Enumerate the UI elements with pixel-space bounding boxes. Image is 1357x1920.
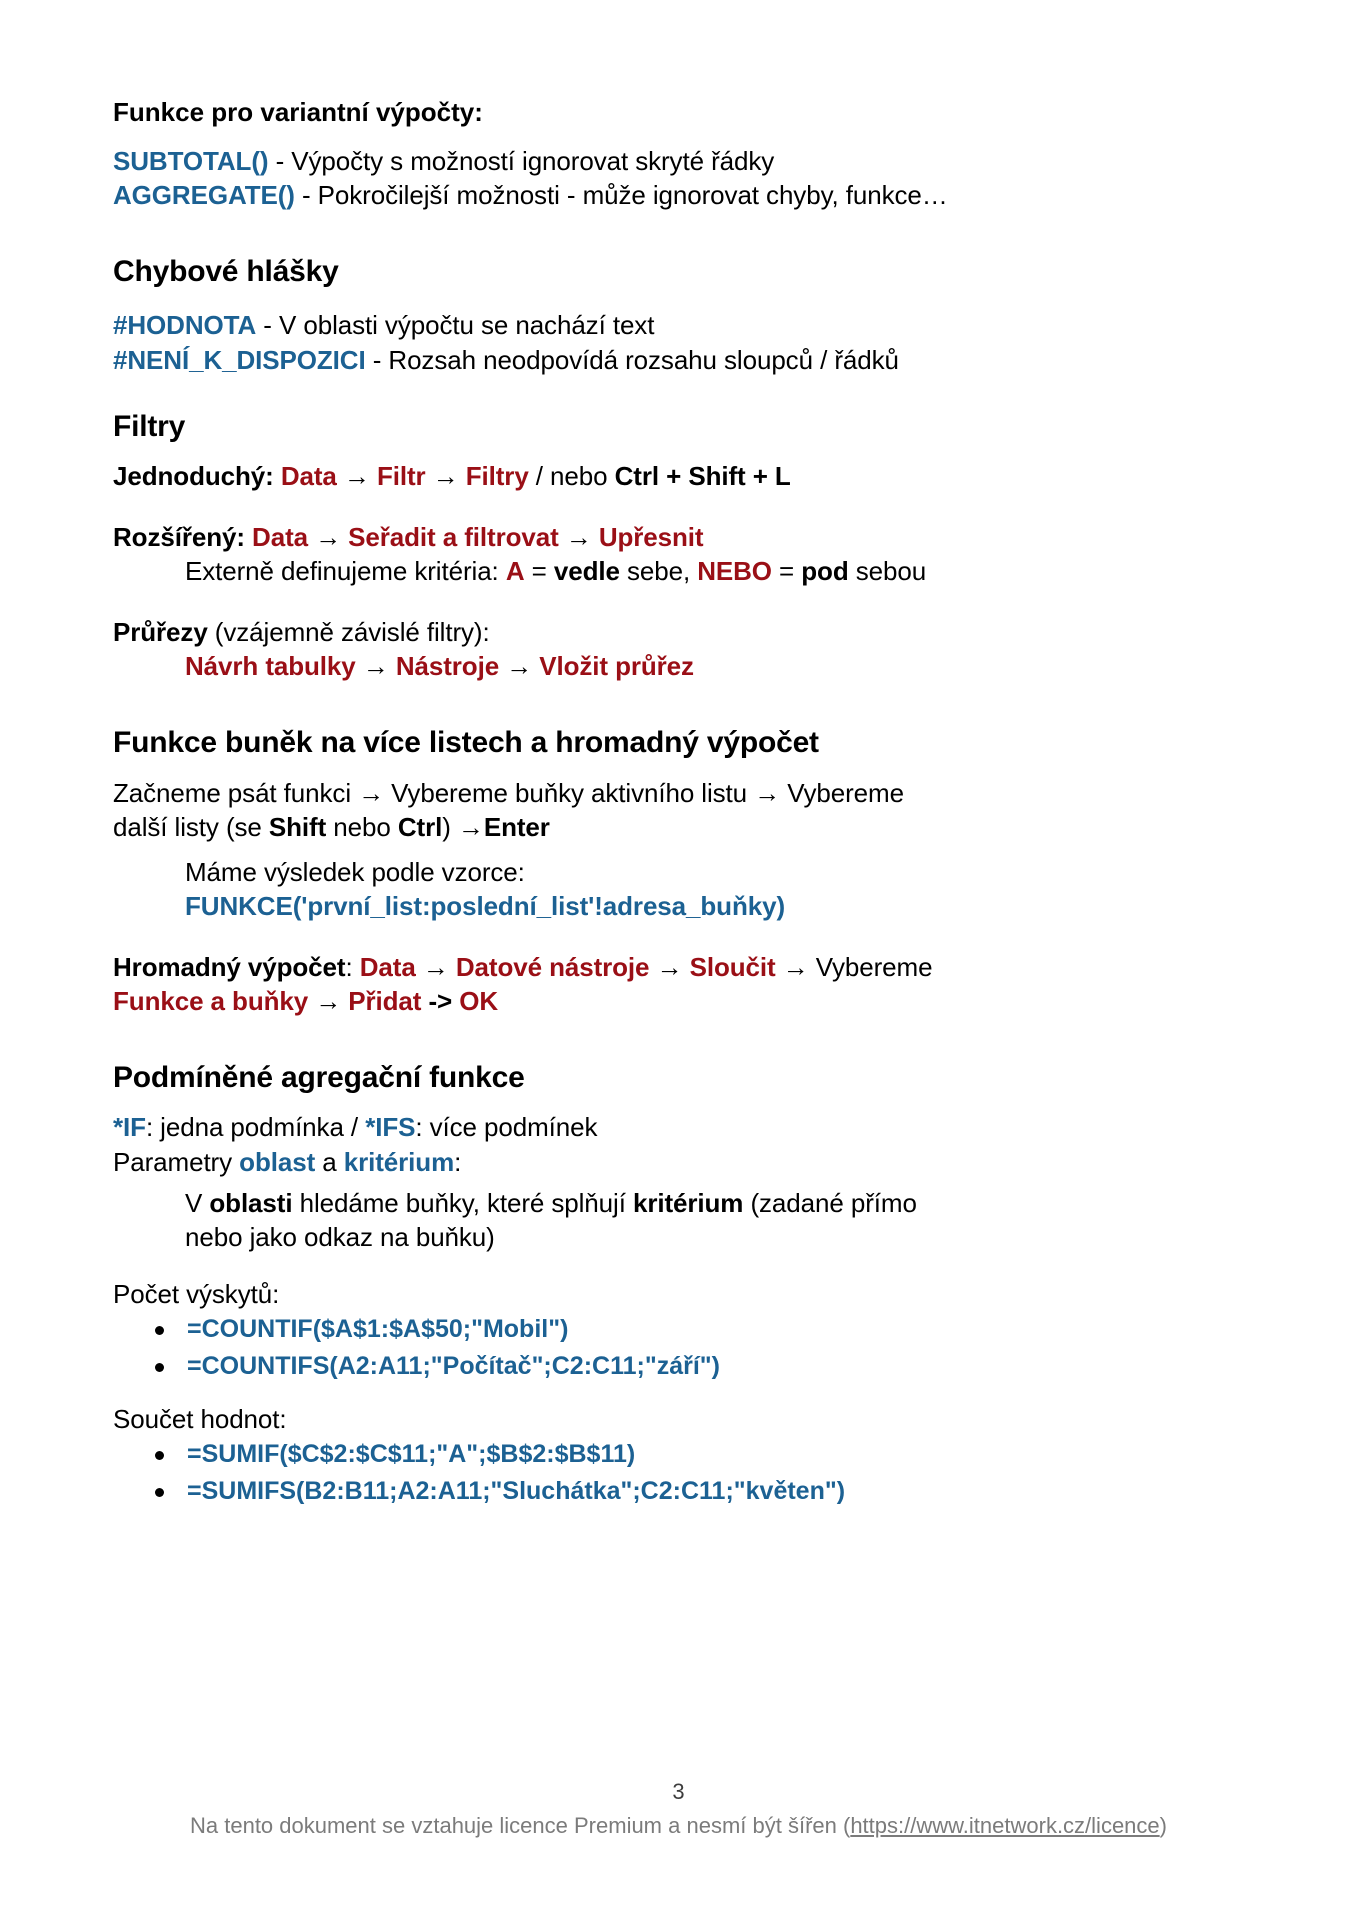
count-formula-list <box>113 1311 1248 1384</box>
params-prefix: Parametry <box>113 1147 240 1178</box>
filter-simple-shortcut: Ctrl + Shift + L <box>614 461 791 492</box>
licence-suffix: ) <box>1159 1813 1167 1839</box>
bulk-calc-line-2: Funkce a buňky → Přidat -> OK <box>113 986 499 1017</box>
filter-advanced-eq-2: = <box>771 556 802 587</box>
bulk-calc-step-2: Datové nástroje <box>455 951 650 982</box>
filter-simple-step-2: Filtr <box>376 461 426 492</box>
error-neni-k-dispozici-line <box>113 343 1248 378</box>
bulk-calc-step-5: Přidat <box>348 986 422 1017</box>
multisheet-step-f: ) <box>442 812 458 843</box>
conditional-heading: Podmíněné agregační funkce <box>113 1060 525 1094</box>
errors-heading: Chybové hlášky <box>113 254 339 288</box>
multisheet-step-d: další listy (se <box>113 812 269 843</box>
aggregate-function-name: AGGREGATE() <box>113 180 295 211</box>
multisheet-steps-line-1: Začneme psát funkci → Vybereme buňky aktivního listu → Vybereme <box>113 777 904 808</box>
key-enter: Enter <box>483 812 550 843</box>
slicers-path: Návrh tabulky → Nástroje → Vložit průřez <box>185 651 694 682</box>
bulk-calc-step-4: Funkce a buňky <box>113 986 309 1017</box>
bulk-calc-ok: OK <box>459 986 499 1017</box>
filter-advanced-line: Rozšířený: Data → Seřadit a filtrovat → Upřesnit <box>113 521 704 552</box>
conditional-explain-line-2: nebo jako odkaz na buňku) <box>185 1222 495 1253</box>
multisheet-step-c: Vybereme <box>780 777 904 808</box>
params-colon: : <box>454 1147 462 1178</box>
filter-advanced-note <box>185 554 1248 589</box>
key-shift: Shift <box>268 812 327 843</box>
ifs-function-name: *IFS <box>365 1112 416 1143</box>
slicers-label: Průřezy <box>113 616 208 647</box>
count-label: Počet výskytů: <box>113 1278 280 1309</box>
list-item: =COUNTIF($A$1:$A$50;"Mobil") <box>113 1311 1248 1347</box>
aggregate-description: - Pokročilejší možnosti - může ignorovat chyby, funkce… <box>294 180 948 211</box>
bulk-calc-tail: Vybereme <box>815 951 933 982</box>
page-number: 3 <box>672 1779 685 1804</box>
multisheet-result-label: Máme výsledek podle vzorce: <box>185 856 525 887</box>
filter-advanced-vedle: vedle <box>553 556 620 587</box>
explain-oblasti: oblasti <box>209 1187 293 1218</box>
slicers-label-suffix: (vzájemně závislé filtry): <box>207 616 490 647</box>
explain-b: hledáme buňky, které splňují <box>292 1187 633 1218</box>
sum-label: Součet hodnot: <box>113 1403 287 1434</box>
filter-advanced-note-end: sebou <box>848 556 927 587</box>
aggregate-line <box>113 178 1248 213</box>
filter-advanced-note-mid: sebe, <box>619 556 698 587</box>
multisheet-step-e: nebo <box>326 812 398 843</box>
if-function-name: *IF <box>113 1112 146 1143</box>
variant-calc-heading: Funkce pro variantní výpočty: <box>113 97 483 127</box>
licence-notice <box>0 1811 1357 1841</box>
key-ctrl: Ctrl <box>397 812 443 843</box>
subtotal-description: - Výpočty s možností ignorovat skryté řádky <box>268 145 775 176</box>
error-neni-k-dispozici-name: #NENÍ_K_DISPOZICI <box>113 345 366 376</box>
explain-kriterium: kritérium <box>632 1187 744 1218</box>
param-oblast: oblast <box>239 1147 316 1178</box>
bulk-calc-arrow-text: -> <box>428 986 453 1017</box>
error-hodnota-name: #HODNOTA <box>113 310 257 341</box>
slicers-step-2: Nástroje <box>395 651 500 682</box>
filter-advanced-label: Rozšířený: <box>113 521 245 552</box>
bulk-calc-label: Hromadný výpočet <box>113 951 346 982</box>
list-item: =SUMIFS(B2:B11;A2:A11;"Sluchátka";C2:C11;"květen") <box>113 1473 1248 1509</box>
bulk-calc-step-3: Sloučit <box>689 951 776 982</box>
ifs-description: : více podmínek <box>415 1112 598 1143</box>
conditional-params-line <box>113 1145 1248 1180</box>
subtotal-line <box>113 144 1248 179</box>
multisheet-result-formula: FUNKCE('první_list:poslední_list'!adresa_buňky) <box>185 891 786 922</box>
filter-advanced-note-prefix: Externě definujeme kritéria: <box>185 556 506 587</box>
filter-advanced-eq-1: = <box>524 556 554 587</box>
filter-advanced-pod: pod <box>801 556 849 587</box>
conditional-explain-line-1 <box>185 1186 1248 1221</box>
param-kriterium: kritérium <box>343 1147 455 1178</box>
filter-simple-line: Jednoduchý: Data → Filtr → Filtry / nebo Ctrl + Shift + L <box>113 461 791 492</box>
filter-advanced-operator-or: NEBO <box>697 556 772 587</box>
sum-formula-list <box>113 1436 1248 1509</box>
page-footer <box>0 1779 1357 1841</box>
multisheet-step-a: Začneme psát funkci <box>113 777 359 808</box>
multisheet-steps-line-2: další listy (se Shift nebo Ctrl) →Enter <box>113 812 550 843</box>
explain-a: V <box>185 1187 210 1218</box>
slicers-step-3: Vložit průřez <box>539 651 694 682</box>
multisheet-heading: Funkce buněk na více listech a hromadný výpočet <box>113 726 819 759</box>
explain-c: (zadané přímo <box>743 1187 917 1218</box>
error-hodnota-description: - V oblasti výpočtu se nachází text <box>256 310 655 341</box>
bulk-calc-step-1: Data <box>359 951 416 982</box>
slicers-line <box>113 615 1248 650</box>
filter-advanced-step-3: Upřesnit <box>598 521 704 552</box>
filter-simple-label: Jednoduchý: <box>113 461 274 492</box>
filter-simple-step-3: Filtry <box>465 461 529 492</box>
bulk-calc-line-1: Hromadný výpočet: Data → Datové nástroje → Sloučit → Vybereme <box>113 951 933 982</box>
multisheet-step-b: Vybereme buňky aktivního listu <box>384 777 755 808</box>
error-hodnota-line <box>113 308 1248 343</box>
filter-advanced-operator-and: A <box>505 556 525 587</box>
licence-link[interactable]: https://www.itnetwork.cz/licence <box>850 1813 1160 1839</box>
filter-advanced-step-2: Seřadit a filtrovat <box>348 521 559 552</box>
filter-advanced-step-1: Data <box>252 521 309 552</box>
filter-simple-tail: / nebo <box>528 461 615 492</box>
error-neni-k-dispozici-description: - Rozsah neodpovídá rozsahu sloupců / řádků <box>365 345 899 376</box>
conditional-if-line <box>113 1110 1248 1145</box>
filters-heading: Filtry <box>113 409 186 443</box>
slicers-step-1: Návrh tabulky <box>185 651 356 682</box>
list-item: =COUNTIFS(A2:A11;"Počítač";C2:C11;"září") <box>113 1348 1248 1384</box>
if-description: : jedna podmínka / <box>145 1112 366 1143</box>
document-content <box>113 96 1248 1509</box>
params-conjunction: a <box>315 1147 344 1178</box>
list-item: =SUMIF($C$2:$C$11;"A";$B$2:$B$11) <box>113 1436 1248 1472</box>
filter-simple-step-1: Data <box>280 461 337 492</box>
bulk-calc-colon: : <box>345 951 360 982</box>
licence-prefix: Na tento dokument se vztahuje licence Premium a nesmí být šířen ( <box>190 1813 851 1839</box>
subtotal-function-name: SUBTOTAL() <box>113 145 269 176</box>
